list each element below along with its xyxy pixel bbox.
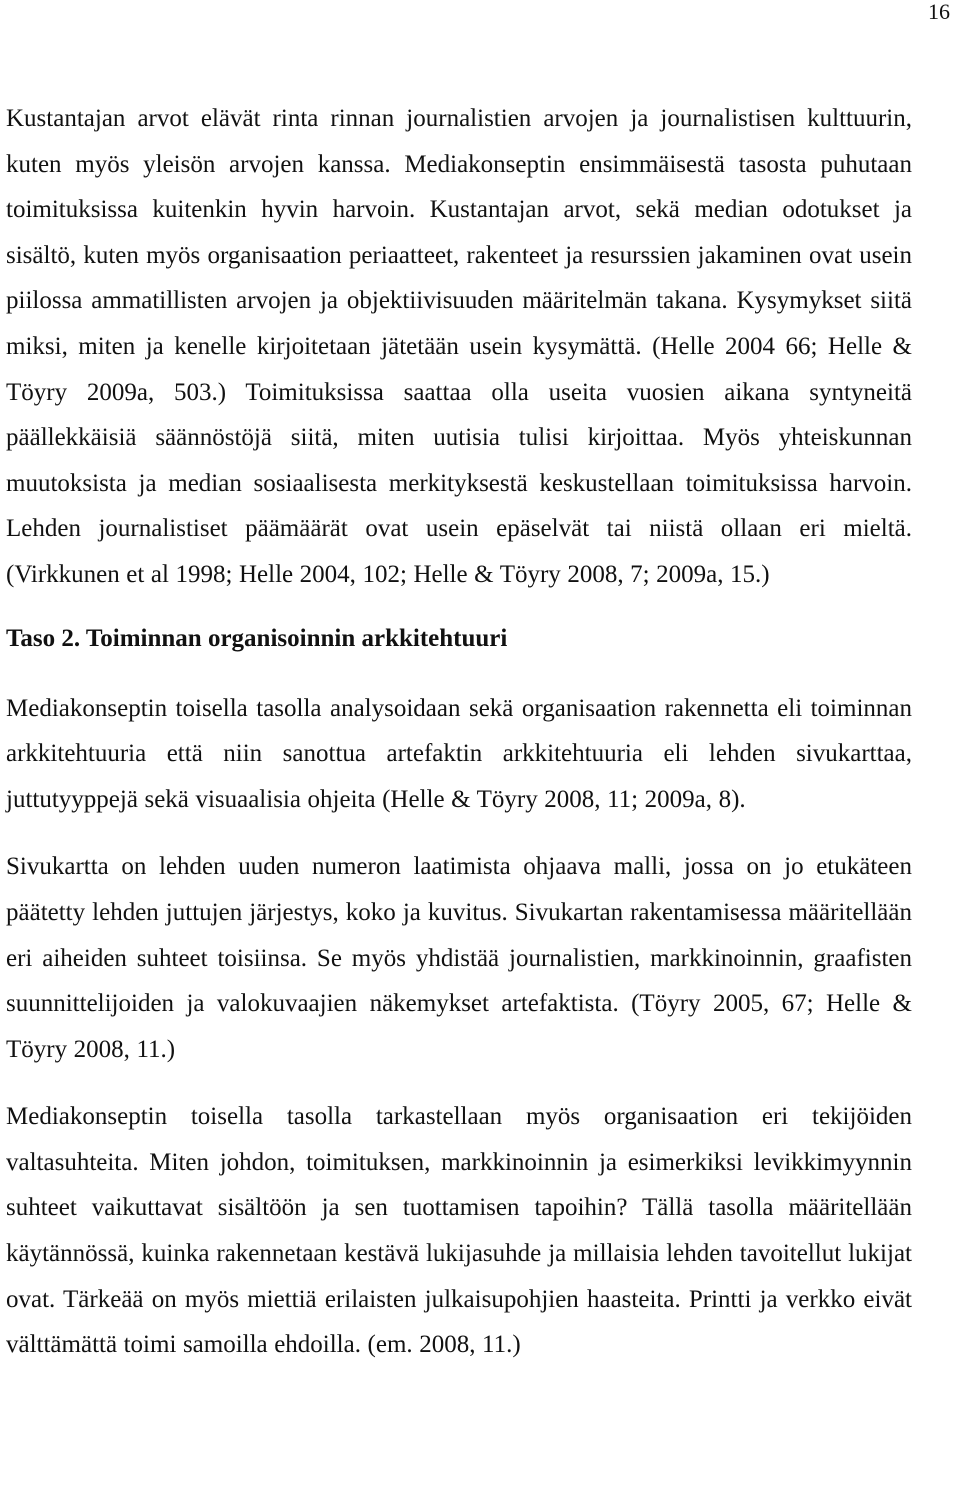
paragraph-valtasuhteet: Mediakonseptin toisella tasolla tarkastellaan myös organisaation eri tekijöiden valtasuhteita. Miten johdon, toimituksen, markkinoinnin ja esimerkiksi levikkimyynnin suhteet vaikuttavat sisältöön ja sen tuottamisen tapoihin? Tällä tasolla määritellään käytännössä, kuinka rakennetaan kestävä lukijasuhde ja millaisia lehden tavoitellut lukijat ovat. Tärkeää on myös miettiä erilaisten julkaisupohjien haasteita. Printti ja verkko eivät välttämättä toimi samoilla ehdoilla. (em. 2008, 11.) [6, 1103, 912, 1359]
paragraph-kustantajan-arvot: Kustantajan arvot elävät rinta rinnan journalistien arvojen ja journalistisen kulttuurin, kuten myös yleisön arvojen kanssa. Mediakonseptin ensimmäisestä tasosta puhutaan toimituksissa kuitenkin hyvin harvoin. Kustantajan arvot, sekä median odotukset ja sisältö, kuten myös organisaation periaatteet, rakenteet ja resurssien jakaminen ovat usein piilossa ammatillisten arvojen ja objektiivisuuden määritelmän takana. Kysymykset siitä miksi, miten ja kenelle kirjoitetaan jätetään usein kysymättä. (Helle 2004 66; Helle & Töyry 2009a, 503.) Toimituksissa saattaa olla useita vuosien aikana syntyneitä päällekkäisiä säännöstöjä siitä, miten uutisia tulisi kirjoittaa. Myös yhteiskunnan muutoksista ja median sosiaalisesta merkityksestä keskustellaan toimituksissa harvoin. Lehden journalistiset päämäärät ovat usein epäselvät tai niistä ollaan eri mieltä. (Virkkunen et al 1998; Helle 2004, 102; Helle & Töyry 2008, 7; 2009a, 15.) [6, 105, 912, 588]
document-body [6, 96, 912, 1368]
page-number: 16 [928, 0, 950, 24]
paragraph-toinen-taso: Mediakonseptin toisella tasolla analysoidaan sekä organisaation rakennetta eli toiminnan arkkitehtuuria että niin sanottua artefaktin arkkitehtuuria eli lehden sivukarttaa, juttutyyppejä sekä visuaalisia ohjeita (Helle & Töyry 2008, 11; 2009a, 8). [6, 694, 912, 813]
section-heading-taso-2: Taso 2. Toiminnan organisoinnin arkkitehtuuri [6, 624, 508, 652]
paragraph-sivukartta: Sivukartta on lehden uuden numeron laatimista ohjaava malli, jossa on jo etukäteen päätetty lehden juttujen järjestys, koko ja kuvitus. Sivukartan rakentamisessa määritellään eri aiheiden suhteet toisiinsa. Se myös yhdistää journalistien, markkinoinnin, graafisten suunnittelijoiden ja valokuvaajien näkemykset artefaktista. (Töyry 2005, 67; Helle & Töyry 2008, 11.) [6, 853, 912, 1063]
